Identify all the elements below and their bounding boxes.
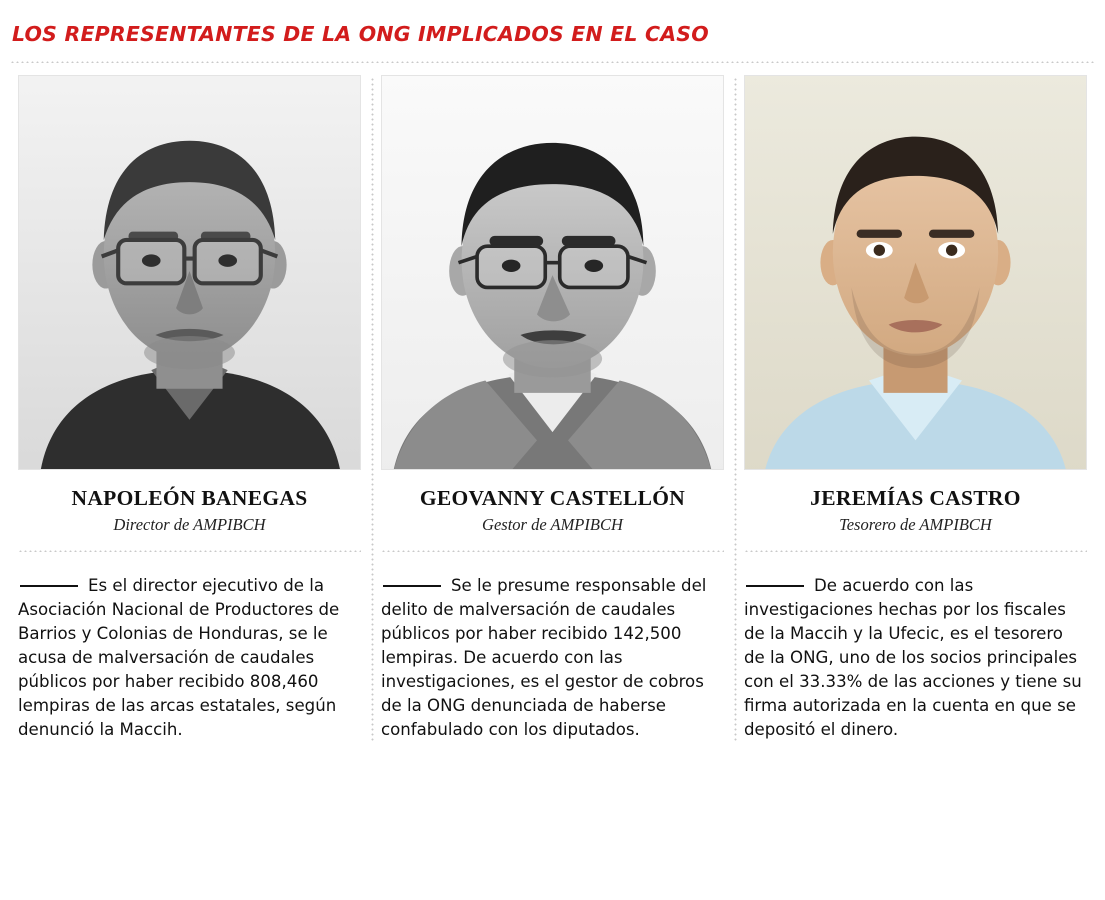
person-card-2: [371, 75, 734, 742]
divider-caption-1: [18, 549, 361, 552]
people-columns: [8, 75, 1097, 742]
person-caption-2: [381, 470, 724, 545]
person-caption-1: [18, 470, 361, 545]
divider-caption-3: [744, 549, 1087, 552]
lead-dash-3: [746, 585, 804, 587]
divider-vertical-2: [734, 77, 737, 742]
person-photo-1: [18, 75, 361, 470]
person-role-3: Tesorero de AMPIBCH: [839, 514, 992, 534]
person-role-2: Gestor de AMPIBCH: [482, 514, 623, 534]
person-description-text-2: Se le presume responsable del delito de malversación de caudales públicos por haber recibido 142,500 lempiras. De acuerdo con las investigaciones, es el gestor de cobros de la ONG denunciada de haberse confabulado con los diputados.: [380, 575, 707, 739]
person-description-1: [18, 574, 361, 742]
person-card-1: [8, 75, 371, 742]
person-name-3: JEREMÍAS CASTRO: [810, 486, 1021, 510]
person-card-3: [734, 75, 1097, 742]
person-description-3: [744, 574, 1087, 742]
person-role-1: Director de AMPIBCH: [113, 514, 266, 534]
person-photo-3: [744, 75, 1087, 470]
person-name-1: NAPOLEÓN BANEGAS: [71, 486, 308, 510]
person-description-text-1: Es el director ejecutivo de la Asociación Nacional de Productores de Barrios y Colonias de Honduras, se le acusa de malversación de caudales públicos por haber recibido 808,460 lempiras de las arcas estatales, según denunció la Maccih.: [18, 575, 340, 739]
divider-caption-2: [381, 549, 724, 552]
person-caption-3: [744, 470, 1087, 545]
person-description-text-3: De acuerdo con las investigaciones hechas por los fiscales de la Maccih y la Ufecic, es el tesorero de la ONG, uno de los socios principales con el 33.33% de las acciones y tiene su firma autorizada en la cuenta en que se depositó el dinero.: [743, 575, 1082, 739]
lead-dash-2: [383, 585, 441, 587]
lead-dash-1: [20, 585, 78, 587]
person-photo-2: [381, 75, 724, 470]
person-name-2: GEOVANNY CASTELLÓN: [419, 486, 686, 510]
headline-container: [8, 0, 1097, 56]
person-description-2: [381, 574, 724, 742]
page-title: LOS REPRESENTANTES DE LA ONG IMPLICADOS EN EL CASO: [12, 22, 709, 46]
divider-top: [10, 60, 1095, 63]
divider-vertical-1: [371, 77, 374, 742]
